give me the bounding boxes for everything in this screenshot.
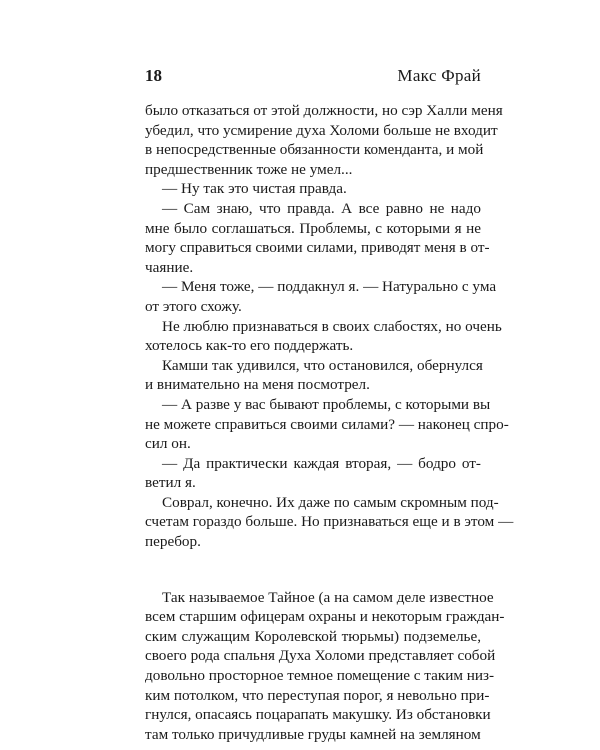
- text-line: всем старшим офицерам охраны и некоторым граждан-: [145, 608, 505, 626]
- paragraph: [145, 454, 481, 493]
- text-line: — А разве у вас бывают проблемы, с которыми вы: [162, 395, 491, 413]
- text-line: Соврал, конечно. Их даже по самым скромным под-: [162, 493, 499, 511]
- page-number: 18: [145, 66, 162, 85]
- text-line: сил он.: [145, 435, 191, 453]
- text-line: и внимательно на меня посмотрел.: [145, 376, 370, 394]
- paragraph: [145, 101, 503, 179]
- text-line: гнулся, опасаясь поцарапать макушку. Из обстановки: [145, 706, 491, 724]
- text-line: — Да практически каждая вторая, — бодро от-: [162, 454, 481, 472]
- text-line: Не люблю признаваться в своих слабостях, но очень: [162, 317, 502, 335]
- text-line: в непосредственные обязанности коменданта, и мой: [145, 141, 484, 159]
- paragraph: [145, 588, 505, 745]
- text-line: — Сам знаю, что правда. А все равно не надо: [162, 199, 481, 217]
- paragraph: [145, 395, 509, 454]
- paragraph: [145, 277, 497, 316]
- paragraph: [145, 356, 481, 395]
- text-line: ским служащим Королевской тюрьмы) подземелье,: [145, 627, 481, 645]
- text-line: ким потолком, что переступая порог, я невольно при-: [145, 686, 490, 704]
- body-text: [145, 101, 514, 744]
- text-line: было отказаться от этой должности, но сэр Халли меня: [145, 102, 503, 119]
- paragraph: [145, 493, 514, 552]
- text-line: хотелось как-то его поддержать.: [145, 337, 354, 355]
- text-line: довольно просторное темное помещение с таким низ-: [145, 667, 495, 685]
- text-line: — Меня тоже, — поддакнул я. — Натурально с ума: [162, 278, 497, 296]
- text-line: там только причудливые груды камней на земляном: [145, 725, 481, 743]
- text-line: мне было соглашаться. Проблемы, с которыми я не: [145, 219, 481, 237]
- text-line: от этого схожу.: [145, 297, 242, 315]
- text-line: Так называемое Тайное (а на самом деле известное: [162, 588, 494, 606]
- text-line: своего рода спальня Духа Холоми представляет собой: [145, 647, 496, 665]
- page-header: [145, 66, 481, 86]
- text-line: ветил я.: [145, 474, 196, 492]
- text-line: убедил, что усмирение духа Холоми больше не входит: [145, 121, 498, 139]
- text-line: чаяние.: [145, 258, 194, 276]
- text-line: не можете справиться своими силами? — наконец спро-: [145, 415, 509, 433]
- text-line: предшественник тоже не умел...: [145, 160, 353, 178]
- text-line: счетам гораздо больше. Но признаваться еще и в этом —: [145, 513, 514, 531]
- text-line: — Ну так это чистая правда.: [162, 180, 347, 198]
- text-line: Камши так удивился, что остановился, обернулся: [162, 356, 483, 374]
- running-head: Макс Фрай: [397, 66, 481, 85]
- paragraph: [145, 317, 502, 356]
- paragraph: [145, 199, 490, 277]
- paragraph: [145, 179, 481, 199]
- text-line: перебор.: [145, 533, 201, 551]
- section-break: [145, 552, 481, 588]
- text-line: могу справиться своими силами, приводят меня в от-: [145, 239, 490, 257]
